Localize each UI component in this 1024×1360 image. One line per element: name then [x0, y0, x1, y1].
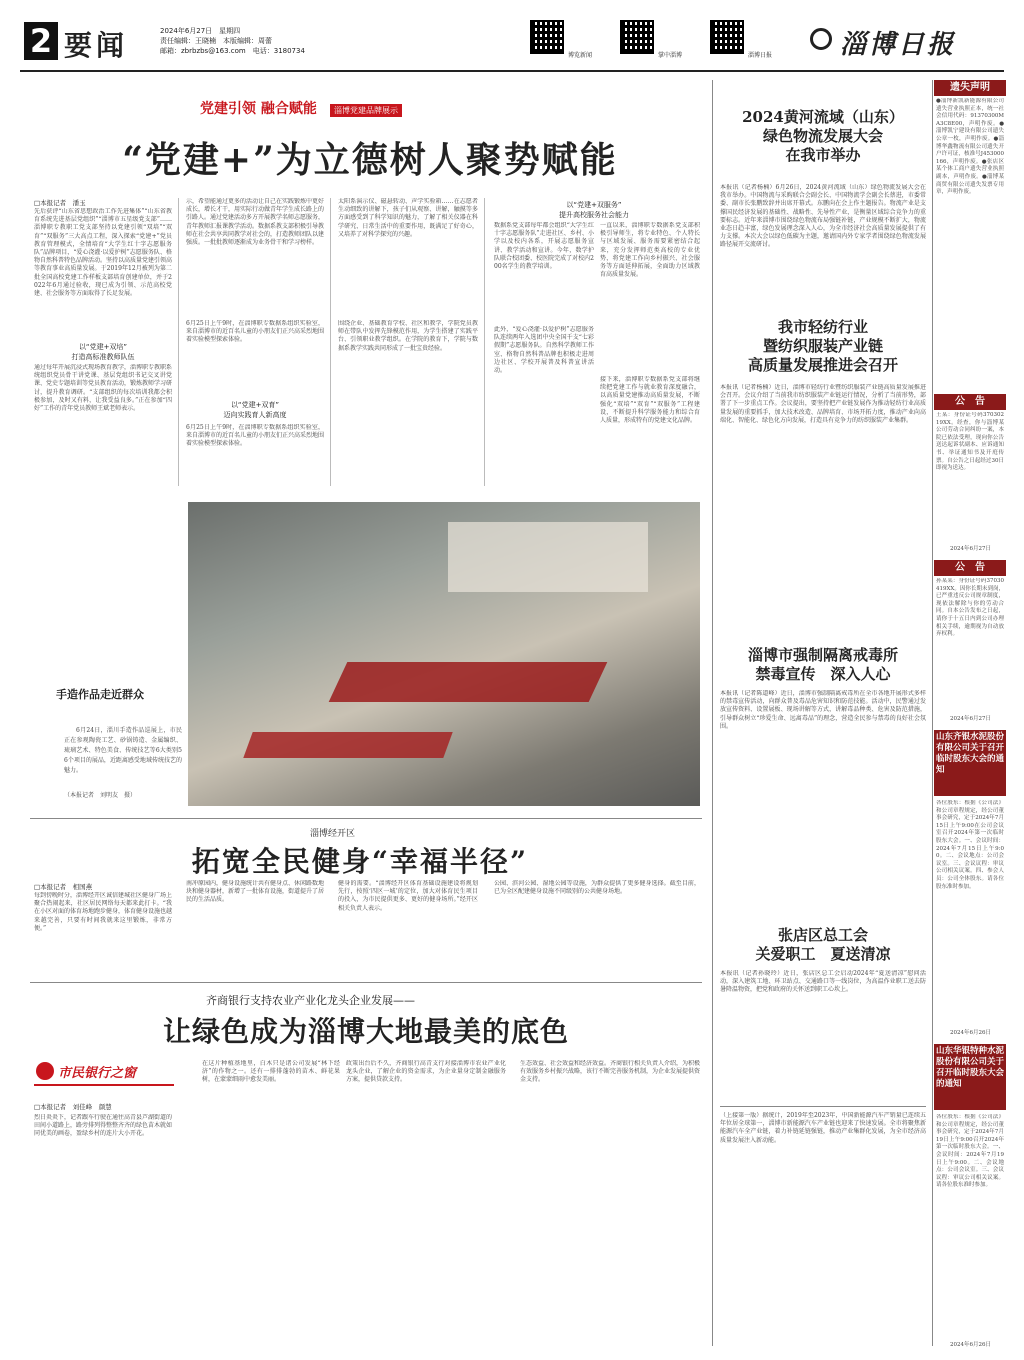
notice-3-title: 公 告 [934, 560, 1006, 576]
lead-body-4b: 6月25日上午9时，在淄博职专数据系组织实验室，来自淄博市的近百名儿童的小朋友们正兴高采烈地围着实验模型探索体验。 [186, 424, 324, 448]
notice-2-title: 公 告 [934, 394, 1006, 410]
red-display-tables [329, 662, 608, 702]
lead-banner-title: 党建引领 融合赋能 [200, 101, 317, 117]
fitness-body-3: 健身的需要。“淄博经开区体育基础设施建设将规划先行，按照‘四区一城’的定位，加大对体育民生项目的投入，为市民提供更多、更好的健身场所。”经开区相关负责人表示。 [338, 880, 478, 912]
notice-2-body: 王某：身份证号码37030219XX。经查，你与淄博某公司劳动合同纠纷一案，本院已依法受理，现向你公告送达起诉状副本、应诉通知书、举证通知书及开庭传票。自公告之日起经过30日即视为送达。 [936, 412, 1004, 472]
lead-body-4: 6月25日上午9时，在淄博职专数据系组织实验室，来自淄博市的近百名儿童的小朋友们正兴高采烈地围着实验模型探索体验。 [186, 320, 324, 344]
fitness-kicker: 淄博经开区 [310, 829, 356, 839]
date-line: 2024年6月27日 星期四 [160, 27, 241, 35]
exhibition-backdrop [448, 522, 648, 592]
meeting-notice-2-body: 各位股东：根据《公司法》和公司章程规定，经公司董事会研究，定于2024年7月19日上午9:00召开2024年第一次临时股东大会。一、会议时间：2024年7月19日上午9:00。二、会议地点：公司会议室。三、会议议程：审议公司相关议案。请各位股东准时参加。 [936, 1114, 1004, 1189]
textile-headline: 我市轻纺行业 暨纺织服装产业链 高质量发展推进会召开 [747, 318, 898, 374]
meeting-notice-1-title: 山东齐银水泥股份有限公司关于召开临时股东大会的通知 [934, 730, 1006, 796]
union-headline: 张店区总工会 关爱职工 夏送清凉 [755, 926, 891, 963]
meeting-notice-2-date: 2024年6月26日 [950, 1342, 991, 1348]
bank-headline: 让绿色成为淄博大地最美的底色 [162, 1015, 569, 1048]
logistics-headline: 2024黄河流域（山东） 绿色物流发展大会 在我市举办 [742, 108, 904, 164]
masthead [20, 16, 1004, 70]
qr-label-2: 掌中淄博 [658, 52, 683, 59]
lead-body-2: 通过每年开展沉浸式现场教育教学，淄博职专教职系统组织党员骨干讲党课、基层党组织书记交叉讲党课、党史专题培训等党员教育活动，锻炼教师学习研讨，提升教育调研。“支部组织的每次培训我都会积极参加，及时又有料，让我受益良多。”正在参加“四好”工作的青年党员教师王斌老师表示。 [34, 364, 172, 413]
photo-story-caption: 6月24日，淄川手造作品巡展上，市民正在参观陶瓷工艺、砂锅铸造、金属编织、琉璃艺术、特色美食、传统技艺等6大类别56个项目的展品，近距离感受地域传统技艺的魅力。 [64, 727, 182, 774]
bank-logo-text: 市民银行之窗 [58, 1066, 137, 1081]
page-number: 2 [24, 22, 58, 60]
masthead-rule [20, 70, 1004, 72]
notice-2-date: 2024年6月27日 [950, 546, 991, 552]
bank-body-1: 烈日炎炎下，记者跟车行驶在通往高青县芦湖街道的田间小道路上，路旁排列得整整齐齐的绿色苗木就如同优美的画卷，盈绿乡村的连片大小开花。 [34, 1114, 172, 1138]
exhibition-photo [188, 502, 700, 806]
meeting-notice-2-title: 山东华银特种水泥股份有限公司关于召开临时股东大会的通知 [934, 1044, 1006, 1110]
fitness-headline: 拓宽全民健身“幸福半径” [191, 845, 529, 878]
email-line: 邮箱：zbrbzbs@163.com 电话：3180734 [160, 47, 305, 55]
textile-body: 本报讯（记者杨楠）近日，淄博市轻纺行业暨纺织服装产业链高质量发展推进会召开。会议介绍了当前我市纺织服装产业链运行情况，分析了当前形势，部署了下一步重点工作。会议提出，要坚持把产业链发展作为推动轻纺行业高质量发展的重要抓手，加大技术改造、品牌培育、市场开拓力度，推动产业向高端化、智能化、绿色化方向发展，打造具有竞争力的纺织服装产业集群。 [720, 384, 926, 424]
notice-3-date: 2024年6月27日 [950, 716, 991, 722]
qr-code-1 [530, 20, 564, 54]
column-rule [330, 198, 331, 486]
lead-body-3: 示，希望能通过更多的活动让自己在实践锻炼中更好成长，增长才干，用实际行动做青年学生成长路上的引路人。通过党建活动多方开展教学名师志愿服务，青年教师汇报课教学活动。数据系教支部积极引导教师在社会共享共同教学对社会的，打造教师团队以建强质。一批批教师逐渐成为业务骨干和学习榜样。 [186, 198, 324, 247]
bank-body-2: 在这片种植基地里，白木只是诸公司发展“林下经济”的作物之一。还有一排排蓬勃的苗木、鲜花果树，在蒙蒙细雨中愈发美丽。 [202, 1060, 340, 1084]
qr-label-1: 博览新闻 [568, 52, 593, 59]
fitness-byline: □本报记者 相国燕 [34, 883, 93, 891]
lead-body-1: 先后获评“山东省思想政治工作先进集体”“山东省教育系统先进基层党组织”“淄博市五星级党支部”……淄博职专教职工党支部坚持以党建引领“双培”“双育”“双服务”三大高点工程，深入探索“党建+”党员教育管理模式，全情培育“大学生红十字志愿服务队”品牌项目，“爱心浇灌·以爱护树”志愿服务队、格物自然科普特色品牌活动。坚持以高质量党建引领高等教育事业高质量发展。于2019年12月被列为第二批全国高校党建工作样板支部培育创建单位，并于2022年6月通过验收，现已成为引领、示范高校党建、社会服务等方面取得了长足发展。 [34, 208, 172, 298]
lead-banner [200, 98, 520, 116]
bank-byline: □本报记者 刘佳峰 颜慧 [34, 1103, 112, 1111]
qr-code-2 [620, 20, 654, 54]
lead-byline: □本报记者 潘玉 [34, 199, 86, 207]
lead-banner-tag: 淄博党建品牌展示 [330, 104, 402, 117]
lead-body-5: 太阳系演示仪、磁悬转动、声学实验箱……在志愿者生动细致的讲解下，孩子们从观察、讲解，触摸等多方面感受到了科学知识的魅力，了解了相关仪器在科学研究、日常生活中的重要作用，既满足了好奇心，又培养了对科学探究的兴趣。 [338, 198, 478, 238]
column-rule [932, 80, 933, 1346]
union-body: 本报讯（记者孙晓玲）近日，张店区总工会启动2024年“夏送清凉”慰问活动，深入建筑工地、环卫站点、交通路口等一线岗位，为高温作业职工送去防暑降温物资，把党和政府的关怀送到职工心坎上。 [720, 970, 926, 994]
lead-body-10: 接下来，淄博职专数据系党支部将继续把党建工作与就业教育深度融合，以高质量党建推动高质量发展，不断强化“双培”“双育”“双服务”工程建设，不断提升科学服务能力和综合育人质量，形成特有的党建文化品牌。 [600, 376, 700, 425]
column-rule [178, 198, 179, 486]
logistics-body: 本报讯（记者杨楠）6月26日，2024黄河流域（山东）绿色物流发展大会在我市举办。中国物流与采购联合会副会长、中国物流学会副会长蔡进，市委常委、副市长张鹏致辞并出席开幕式。东鹏向在会上作主题报告。物流产业是支撑国民经济发展的基础性、战略性、先导性产业，是衡量区域综合竞争力的重要标志。近年来淄博市围绕绿色物流布局强链补链，产业规模不断扩大，物流业态日趋丰富，绿色发展理念深入人心，为全市经济社会高质量发展提供了有力支撑。本次大会以绿色低碳为主题，邀请国内外专家学者围绕绿色物流发展路径展开交流研讨。 [720, 184, 926, 249]
notice-3-body: 孙某某：身份证号码37030419XX。因你长期未到岗，已严重违反公司规章制度，现依法解除与你的劳动合同。自本公告发布之日起，请你于十五日内到公司办理相关手续，逾期视为自动放弃权利。 [936, 578, 1004, 638]
section-rule [30, 982, 702, 983]
drug-center-headline: 淄博市强制隔离戒毒所 禁毒宣传 深入人心 [747, 646, 898, 683]
lead-body-9: 一直以来，淄博职专数据系党支部积极引导师生，将专业特色、个人特长与区域发展、服务需要紧密结合起来，充分发挥师范类高校的专业优势，将党建工作向乡村振兴、社会服务等方面延伸拓展，全面助力区域教育高质量发展。 [600, 222, 700, 279]
fitness-body-2: 南冲原园内，健身设施统计共有健身点、休闲路数地块和健身器材，新增了一批体育设施，街道提升了居民的生活品质。 [186, 880, 324, 904]
bank-kicker: 齐商银行支持农业产业化龙头企业发展—— [206, 994, 415, 1007]
photo-story-byline: （本报记者 刘明友 摄） [64, 792, 137, 799]
column-rule [712, 80, 713, 1346]
qr-code-3 [710, 20, 744, 54]
lead-body-6: 围绕企业、基础教育学校、社区和教学，学院党员教师在带队中发挥先锋模范作用，为学生搭建了实践平台、引领职业教学组织。在学院的教育下，学院与数据系教学实践共同形成了一批宝贵经验。 [338, 320, 478, 352]
lead-subhead-3: 以“党建+双服务” 提升高校服务社会能力 [559, 201, 629, 219]
section-rule [30, 818, 702, 819]
bank-logo [34, 1060, 174, 1086]
lead-body-8: 此外，“爱心浇灌·以爱护树”志愿服务队连续两年入选团中央全国千支“七彩假期”志愿服务队。自然科学教师工作室、格物自然科普品牌也积极走进周边社区、学校开展普及科普宣讲活动。 [494, 326, 594, 375]
bank-logo-icon [36, 1062, 54, 1080]
lead-headline: “党建+”为立德树人聚势赋能 [122, 139, 618, 181]
paper-name: 淄博日报 [840, 30, 957, 60]
fitness-body-1: 每到傍晚时分，淄博经开区诚信建城社区健身广场上聚合热闹起来，社区居民网络每天都来此打卡。“我在小区对面的体育场地跑步健身，体育健身设施也越来越完善，只要有时间我就来这里锻炼，非常方便。” [34, 892, 172, 932]
fitness-body-4: 公园、滨河公园、湿地公园等设施，为群众提供了更多健身选择。截至目前，已为全区配建健身设施不同级别的公共健身场地。 [494, 880, 700, 896]
notice-lost-body: ●淄博新凯新能源有限公司遗失营业执照正本，统一社会信用代码：91370300MA3C8E00，声明作废。●淄博凯宁建设有限公司遗失公章一枚，声明作废。●淄博华鑫物流有限公司遗失开户许可证，核准号J453000166，声明作废。●张店区某个体工商户遗失营业执照副本，声明作废。●淄博某商贸有限公司遗失发票专用章，声明作废。 [936, 98, 1004, 196]
photo-story-title: 手造作品走近群众 [56, 688, 144, 701]
lead-subhead-2: 以“党建+双育” 迈向实践育人新高度 [223, 401, 287, 419]
section-rule [720, 1106, 926, 1107]
lead-subhead-1: 以“党建+双培” 打造高标准教师队伍 [71, 343, 135, 361]
bank-body-4: 生态效益、社会效益和经济效益。齐商银行相关负责人介绍，为积极有效服务乡村振兴战略，该行不断完善服务机制，为企业发展提供资金支持。 [520, 1060, 700, 1084]
drug-center-body: 本报讯（记者陈道峰）近日，淄博市强制隔离戒毒所在全市各地开展形式多样的禁毒宣传活动，向群众普及毒品危害知识和防范技能。活动中，民警通过发放宣传资料、设置展板、现场讲解等方式，讲解毒品种类、危害及防范措施，引导群众树立“珍爱生命、远离毒品”的理念，营造全民参与禁毒的良好社会氛围。 [720, 690, 926, 730]
continued-story-body: （上接第一版）据统计，2019年至2023年，中国新能源汽车产销量已连续五年位居全球第一，淄博市新能源汽车产业链也迎来了快速发展。全市将聚焦新能源汽车全产业链，着力补链延链强链，推动产业集群化发展，为全市经济高质量发展注入新动能。 [720, 1112, 926, 1144]
red-display-tables [243, 732, 452, 758]
qr-label-3: 淄博日报 [748, 52, 773, 59]
meeting-notice-1-body: 各位股东：根据《公司法》和公司章程规定，经公司董事会研究，定于2024年7月15日上午9:00在公司会议室召开2024年第一次临时股东大会。一、会议时间：2024年7月15日上午9:00。二、会议地点：公司会议室。三、会议议程：审议公司相关议案。四、参会人员：公司全体股东。请各位股东准时参加。 [936, 800, 1004, 890]
column-rule [484, 198, 485, 486]
meeting-notice-1-date: 2024年6月26日 [950, 1030, 991, 1036]
editor-line: 责任编辑：王晓楠 本版编辑：周蕾 [160, 37, 272, 45]
bank-body-3: 政策出台后不久，齐商银行高青支行对接淄博市农业产业化龙头企业，了解企业的资金需求，为企业量身定制金融服务方案，提供贷款支持。 [346, 1060, 506, 1084]
lead-body-7: 数据系党支部每年都会组织“大学生红十字志愿服务队”走进社区、乡村、小学以及校内各系，开展志愿服务宣讲、教学活动和宣讲。今年，数学护队联合校团委、校医院完成了对校内200名学生的教学培训。 [494, 222, 594, 271]
section-title: 要闻 [64, 29, 129, 62]
notice-lost-title: 遗失声明 [934, 80, 1006, 96]
paper-logo-icon [810, 28, 832, 50]
